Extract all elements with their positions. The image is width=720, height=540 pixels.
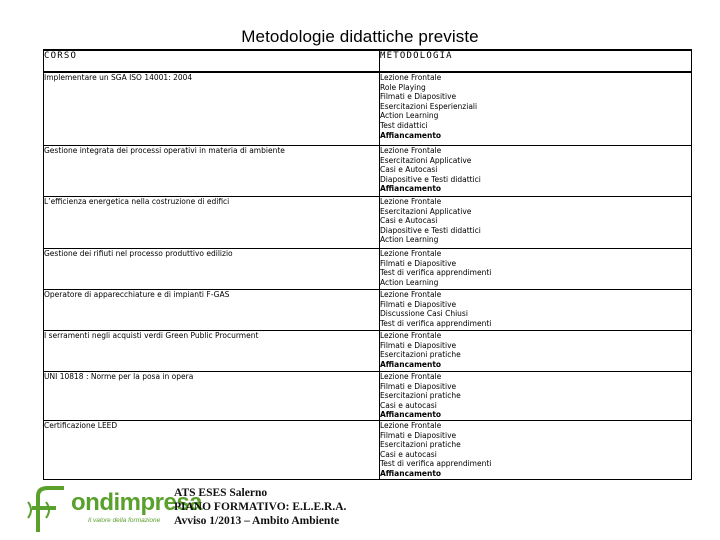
method-item: Lezione Frontale [380, 146, 442, 155]
method-item: Diapositive e Testi didattici [380, 225, 481, 235]
method-item: Esercitazioni Esperienziali [380, 101, 478, 111]
fondimpresa-f-icon [24, 484, 68, 536]
method-item: Affiancamento [380, 184, 442, 194]
method-cell [380, 372, 692, 421]
method-item: Test di verifica apprendimenti [380, 459, 492, 469]
method-item: Lezione Frontale [380, 73, 442, 82]
brand-name: ondimpresa [71, 489, 203, 516]
table-row [44, 197, 692, 249]
fondimpresa-logo [24, 484, 364, 536]
course-cell: I serramenti negli acquisti verdi Green Public Procurment [44, 331, 380, 372]
method-item: Test di verifica apprendimenti [380, 318, 492, 328]
method-cell [380, 249, 692, 290]
method-item: Diapositive e Testi didattici [380, 174, 481, 184]
method-item: Test di verifica apprendimenti [380, 268, 492, 278]
course-cell: Implementare un SGA ISO 14001: 2004 [44, 72, 380, 146]
method-item: Casi e autocasi [380, 400, 437, 410]
project-info [174, 486, 346, 528]
table-row [44, 72, 692, 146]
method-item: Discussione Casi Chiusi [380, 309, 468, 319]
method-cell [380, 290, 692, 331]
method-item: Esercitazioni pratiche [380, 350, 461, 360]
method-item: Lezione Frontale [380, 421, 442, 430]
method-item: Esercitazioni pratiche [380, 440, 461, 450]
header-course: CORSO [44, 50, 380, 72]
course-cell: Gestione integrata dei processi operativi in materia di ambiente [44, 146, 380, 197]
method-item: Action Learning [380, 277, 439, 287]
method-item: Lezione Frontale [380, 197, 442, 206]
method-item: Filmati e Diapositive [380, 340, 457, 350]
method-item: Filmati e Diapositive [380, 381, 457, 391]
table-row [44, 421, 692, 480]
method-item: Affiancamento [380, 410, 442, 420]
method-item: Casi e Autocasi [380, 165, 438, 175]
method-item: Lezione Frontale [380, 372, 442, 381]
table-row [44, 331, 692, 372]
method-item: Lezione Frontale [380, 331, 442, 340]
method-cell [380, 421, 692, 480]
method-item: Casi e autocasi [380, 449, 437, 459]
method-item: Esercitazioni pratiche [380, 391, 461, 401]
method-item: Filmati e Diapositive [380, 258, 457, 268]
method-cell [380, 72, 692, 146]
methodology-table [43, 49, 692, 480]
project-line: Avviso 1/2013 – Ambito Ambiente [174, 515, 340, 527]
course-cell: Certificazione LEED [44, 421, 380, 480]
header-method: METODOLOGIA [380, 50, 692, 72]
course-cell: UNI 10818 : Norme per la posa in opera [44, 372, 380, 421]
brand-tagline: Il valore della formazione [88, 517, 161, 524]
page-title: Metodologie didattiche previste [241, 27, 479, 46]
method-item: Esercitazioni Applicative [380, 206, 472, 216]
method-item: Affiancamento [380, 468, 442, 478]
table-row [44, 290, 692, 331]
method-cell [380, 331, 692, 372]
course-cell: Gestione dei rifiuti nel processo produttivo edilizio [44, 249, 380, 290]
method-item: Affiancamento [380, 359, 442, 369]
method-item: Casi e Autocasi [380, 216, 438, 226]
table-row [44, 372, 692, 421]
course-cell: L’efficienza energetica nella costruzione di edifici [44, 197, 380, 249]
method-item: Lezione Frontale [380, 290, 442, 299]
table-row [44, 146, 692, 197]
course-cell: Operatore di apparecchiature e di impianti F-GAS [44, 290, 380, 331]
method-item: Affiancamento [380, 130, 442, 140]
method-item: Esercitazioni Applicative [380, 155, 472, 165]
method-cell [380, 146, 692, 197]
method-item: Lezione Frontale [380, 249, 442, 258]
method-item: Filmati e Diapositive [380, 299, 457, 309]
method-item: Filmati e Diapositive [380, 92, 457, 102]
method-item: Action Learning [380, 235, 439, 245]
method-item: Role Playing [380, 82, 426, 92]
table-row [44, 249, 692, 290]
method-item: Action Learning [380, 111, 439, 121]
method-cell [380, 197, 692, 249]
method-item: Filmati e Diapositive [380, 430, 457, 440]
project-line: PIANO FORMATIVO: E.L.E.R.A. [174, 501, 347, 513]
project-line: ATS ESES Salerno [174, 487, 268, 499]
method-item: Test didattici [380, 120, 428, 130]
